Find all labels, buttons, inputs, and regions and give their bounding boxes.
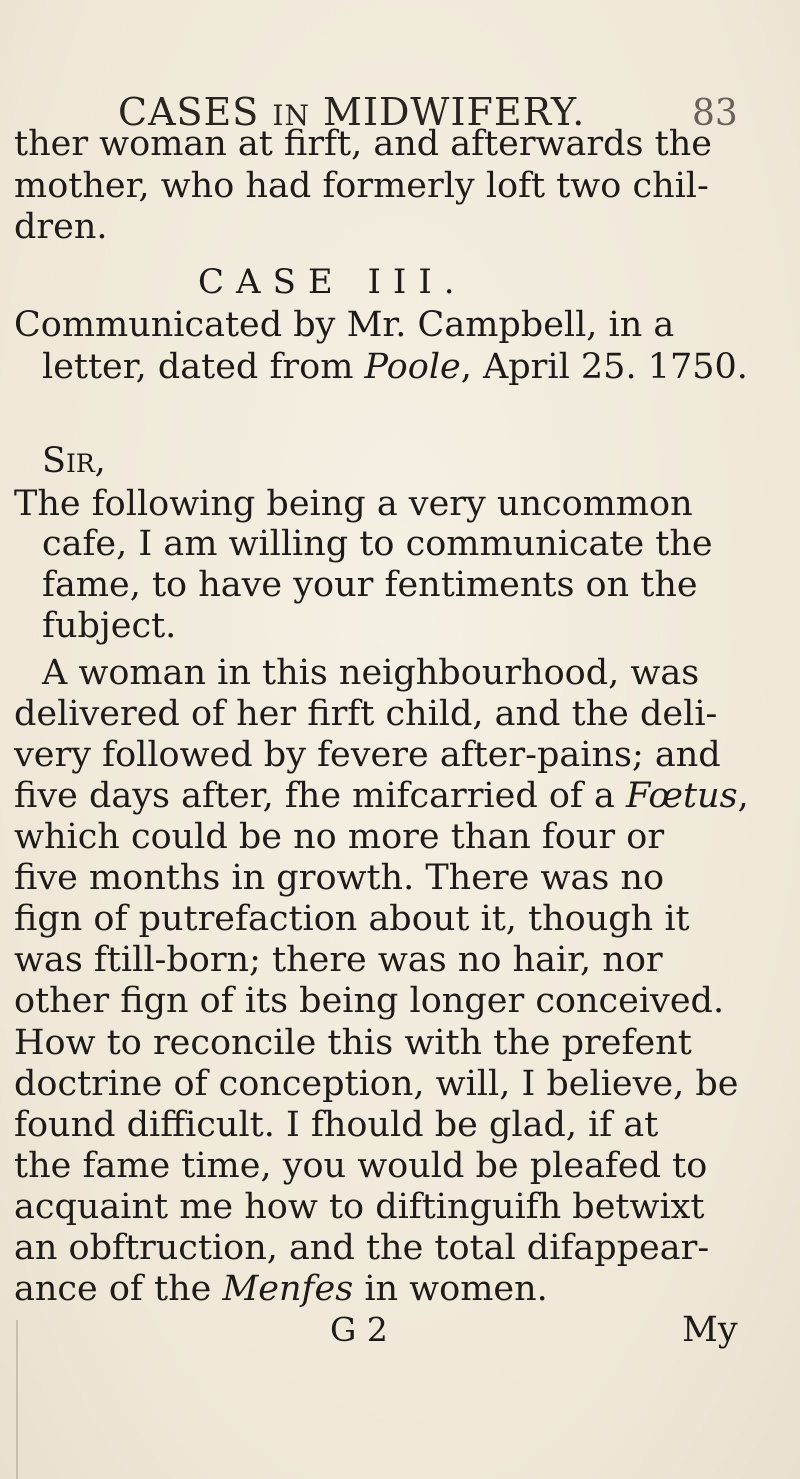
text-line	[42, 347, 748, 387]
text-fragment: ,	[737, 776, 749, 816]
case-title: CASE III.	[198, 262, 467, 302]
catchword: My	[682, 1310, 738, 1350]
text-line: ther woman at firft, and afterwards the	[14, 124, 712, 164]
signature-mark: G 2	[330, 1310, 388, 1349]
text-fragment: five days after, fhe mifcarried of a	[14, 776, 627, 816]
text-line: fign of putrefaction about it, though it	[14, 899, 690, 939]
text-fragment: ance of the	[14, 1269, 223, 1309]
text-line: the fame time, you would be pleafed to	[14, 1146, 708, 1186]
letter-dated: letter, dated from	[42, 347, 365, 387]
text-line: an obftruction, and the total difappear-	[14, 1228, 710, 1268]
italic-term: Menfes	[222, 1269, 354, 1309]
place-name: Poole	[364, 347, 461, 387]
page-edge-shadow	[16, 1320, 18, 1479]
text-line: found difficult. I fhould be glad, if at	[14, 1105, 659, 1145]
italic-term: Fœtus	[626, 776, 738, 816]
text-line: fubject.	[42, 606, 177, 646]
communicated-by: Communicated by Mr. Campbell, in a	[14, 305, 675, 345]
page-number: 83	[692, 93, 738, 134]
text-line: cafe, I am willing to communicate the	[42, 524, 713, 564]
text-line	[14, 305, 675, 345]
text-line	[14, 1269, 548, 1309]
letter-date: , April 25. 1750.	[460, 347, 748, 387]
text-line: How to reconcile this with the prefent	[14, 1023, 692, 1063]
running-head-suffix: MIDWIFERY.	[309, 90, 586, 134]
text-line: The following being a very uncommon	[14, 484, 693, 524]
text-line	[14, 776, 749, 816]
running-head-in: IN	[272, 99, 310, 132]
text-line: five months in growth. There was no	[14, 858, 665, 898]
text-line: was ftill-born; there was no hair, nor	[14, 940, 663, 980]
text-line: delivered of her firft child, and the deli-	[14, 694, 718, 734]
text-line: which could be no more than four or	[14, 817, 665, 857]
text-line: A woman in this neighbourhood, was	[42, 653, 700, 693]
text-line: other fign of its being longer conceived.	[14, 981, 725, 1021]
text-line: very followed by fevere after-pains; and	[14, 735, 721, 775]
text-line: acquaint me how to diftinguifh betwixt	[14, 1187, 705, 1227]
text-line: fame, to have your fentiments on the	[42, 565, 698, 605]
text-line: dren.	[14, 207, 108, 247]
text-fragment: in women.	[353, 1269, 548, 1309]
salutation: Sir,	[42, 441, 106, 481]
text-line: doctrine of conception, will, I believe, be	[14, 1064, 739, 1104]
running-head-prefix: CASES	[118, 90, 273, 134]
text-line: mother, who had formerly loft two chil-	[14, 166, 709, 206]
